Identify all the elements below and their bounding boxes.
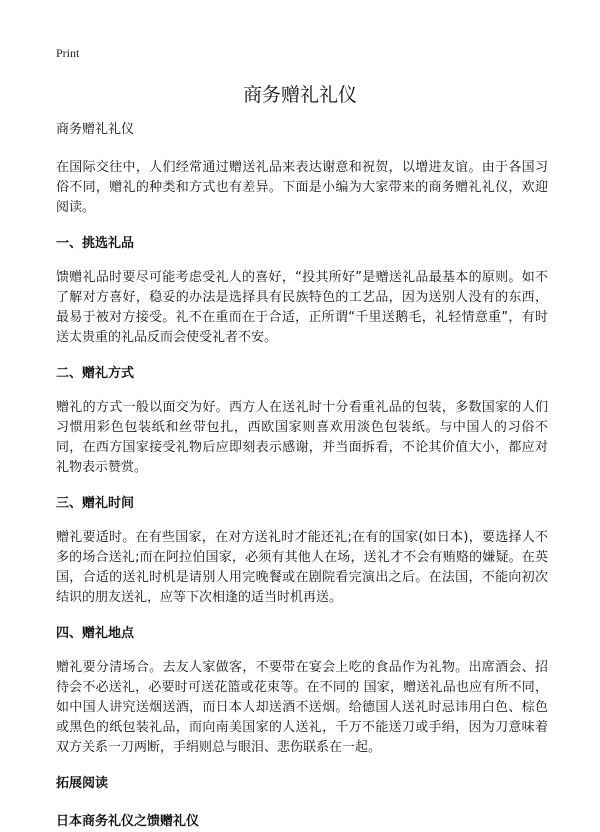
article-body xyxy=(56,120,548,832)
print-link[interactable]: Print xyxy=(56,46,80,60)
extended-reading-link[interactable]: 日本商务礼仪之馈赠礼仪 xyxy=(56,814,200,829)
section-heading-gift-location: 四、赠礼地点 xyxy=(56,626,135,641)
section-body-gift-location: 赠礼要分清场合。去友人家做客，不要带在宴会上吃的食品作为礼物。出席酒会、招待会不必送礼，必要时可送花篮或花束等。在不同的 国家，赠送礼品也应有所不同，如中国人讲究送烟送酒，而日本人却送酒不送烟。给德国人送礼时忌讳用白色、棕色或黑色的纸包装礼品，而向南美国家的人送礼，千万不能送刀或手绢，因为刀意味着双方关系一刀两断，手绢则总与眼泪、悲伤联系在一起。 xyxy=(56,660,548,755)
section-body-gift-method: 赠礼的方式一般以面交为好。西方人在送礼时十分看重礼品的包装，多数国家的人们习惯用彩色包装纸和丝带包扎，西欧国家则喜欢用淡色包装纸。与中国人的习俗不同，在西方国家接受礼物后应即刻表示感谢，并当面拆看，不论其价值大小，都应对礼物表示赞赏。 xyxy=(56,400,548,475)
section-heading-gift-timing: 三、赠礼时间 xyxy=(56,496,135,511)
section-body-gift-selection: 馈赠礼品时要尽可能考虑受礼人的喜好，“投其所好”是赠送礼品最基本的原则。如不了解对方喜好，稳妥的办法是选择具有民族特色的工艺品，因为送别人没有的东西，最易于被对方接受。礼不在重而在于合适，正所谓“千里送鹅毛，礼轻情意重”，有时送太贵重的礼品反而会使受礼者不安。 xyxy=(56,270,548,345)
section-body-gift-timing: 赠礼要适时。在有些国家，在对方送礼时才能还礼;在有的国家(如日本)，要选择人不多的场合送礼;而在阿拉伯国家，必须有其他人在场，送礼才不会有贿赂的嫌疑。在英国，合适的送礼时机是请别人用完晚餐或在剧院看完演出之后。在法国，不能向初次结识的朋友送礼，应等下次相逢的适当时机再送。 xyxy=(56,530,548,605)
article-subtitle: 商务赠礼礼仪 xyxy=(56,122,135,137)
page-title: 商务赠礼礼仪 xyxy=(242,84,357,106)
extended-reading-heading: 拓展阅读 xyxy=(56,776,109,791)
section-heading-gift-method: 二、赠礼方式 xyxy=(56,366,135,381)
intro-paragraph: 在国际交往中，人们经常通过赠送礼品来表达谢意和祝贺，以增进友谊。由于各国习俗不同，赠礼的种类和方式也有差异。下面是小编为大家带来的商务赠礼礼仪，欢迎阅读。 xyxy=(56,160,548,215)
section-heading-gift-selection: 一、挑选礼品 xyxy=(56,236,135,251)
